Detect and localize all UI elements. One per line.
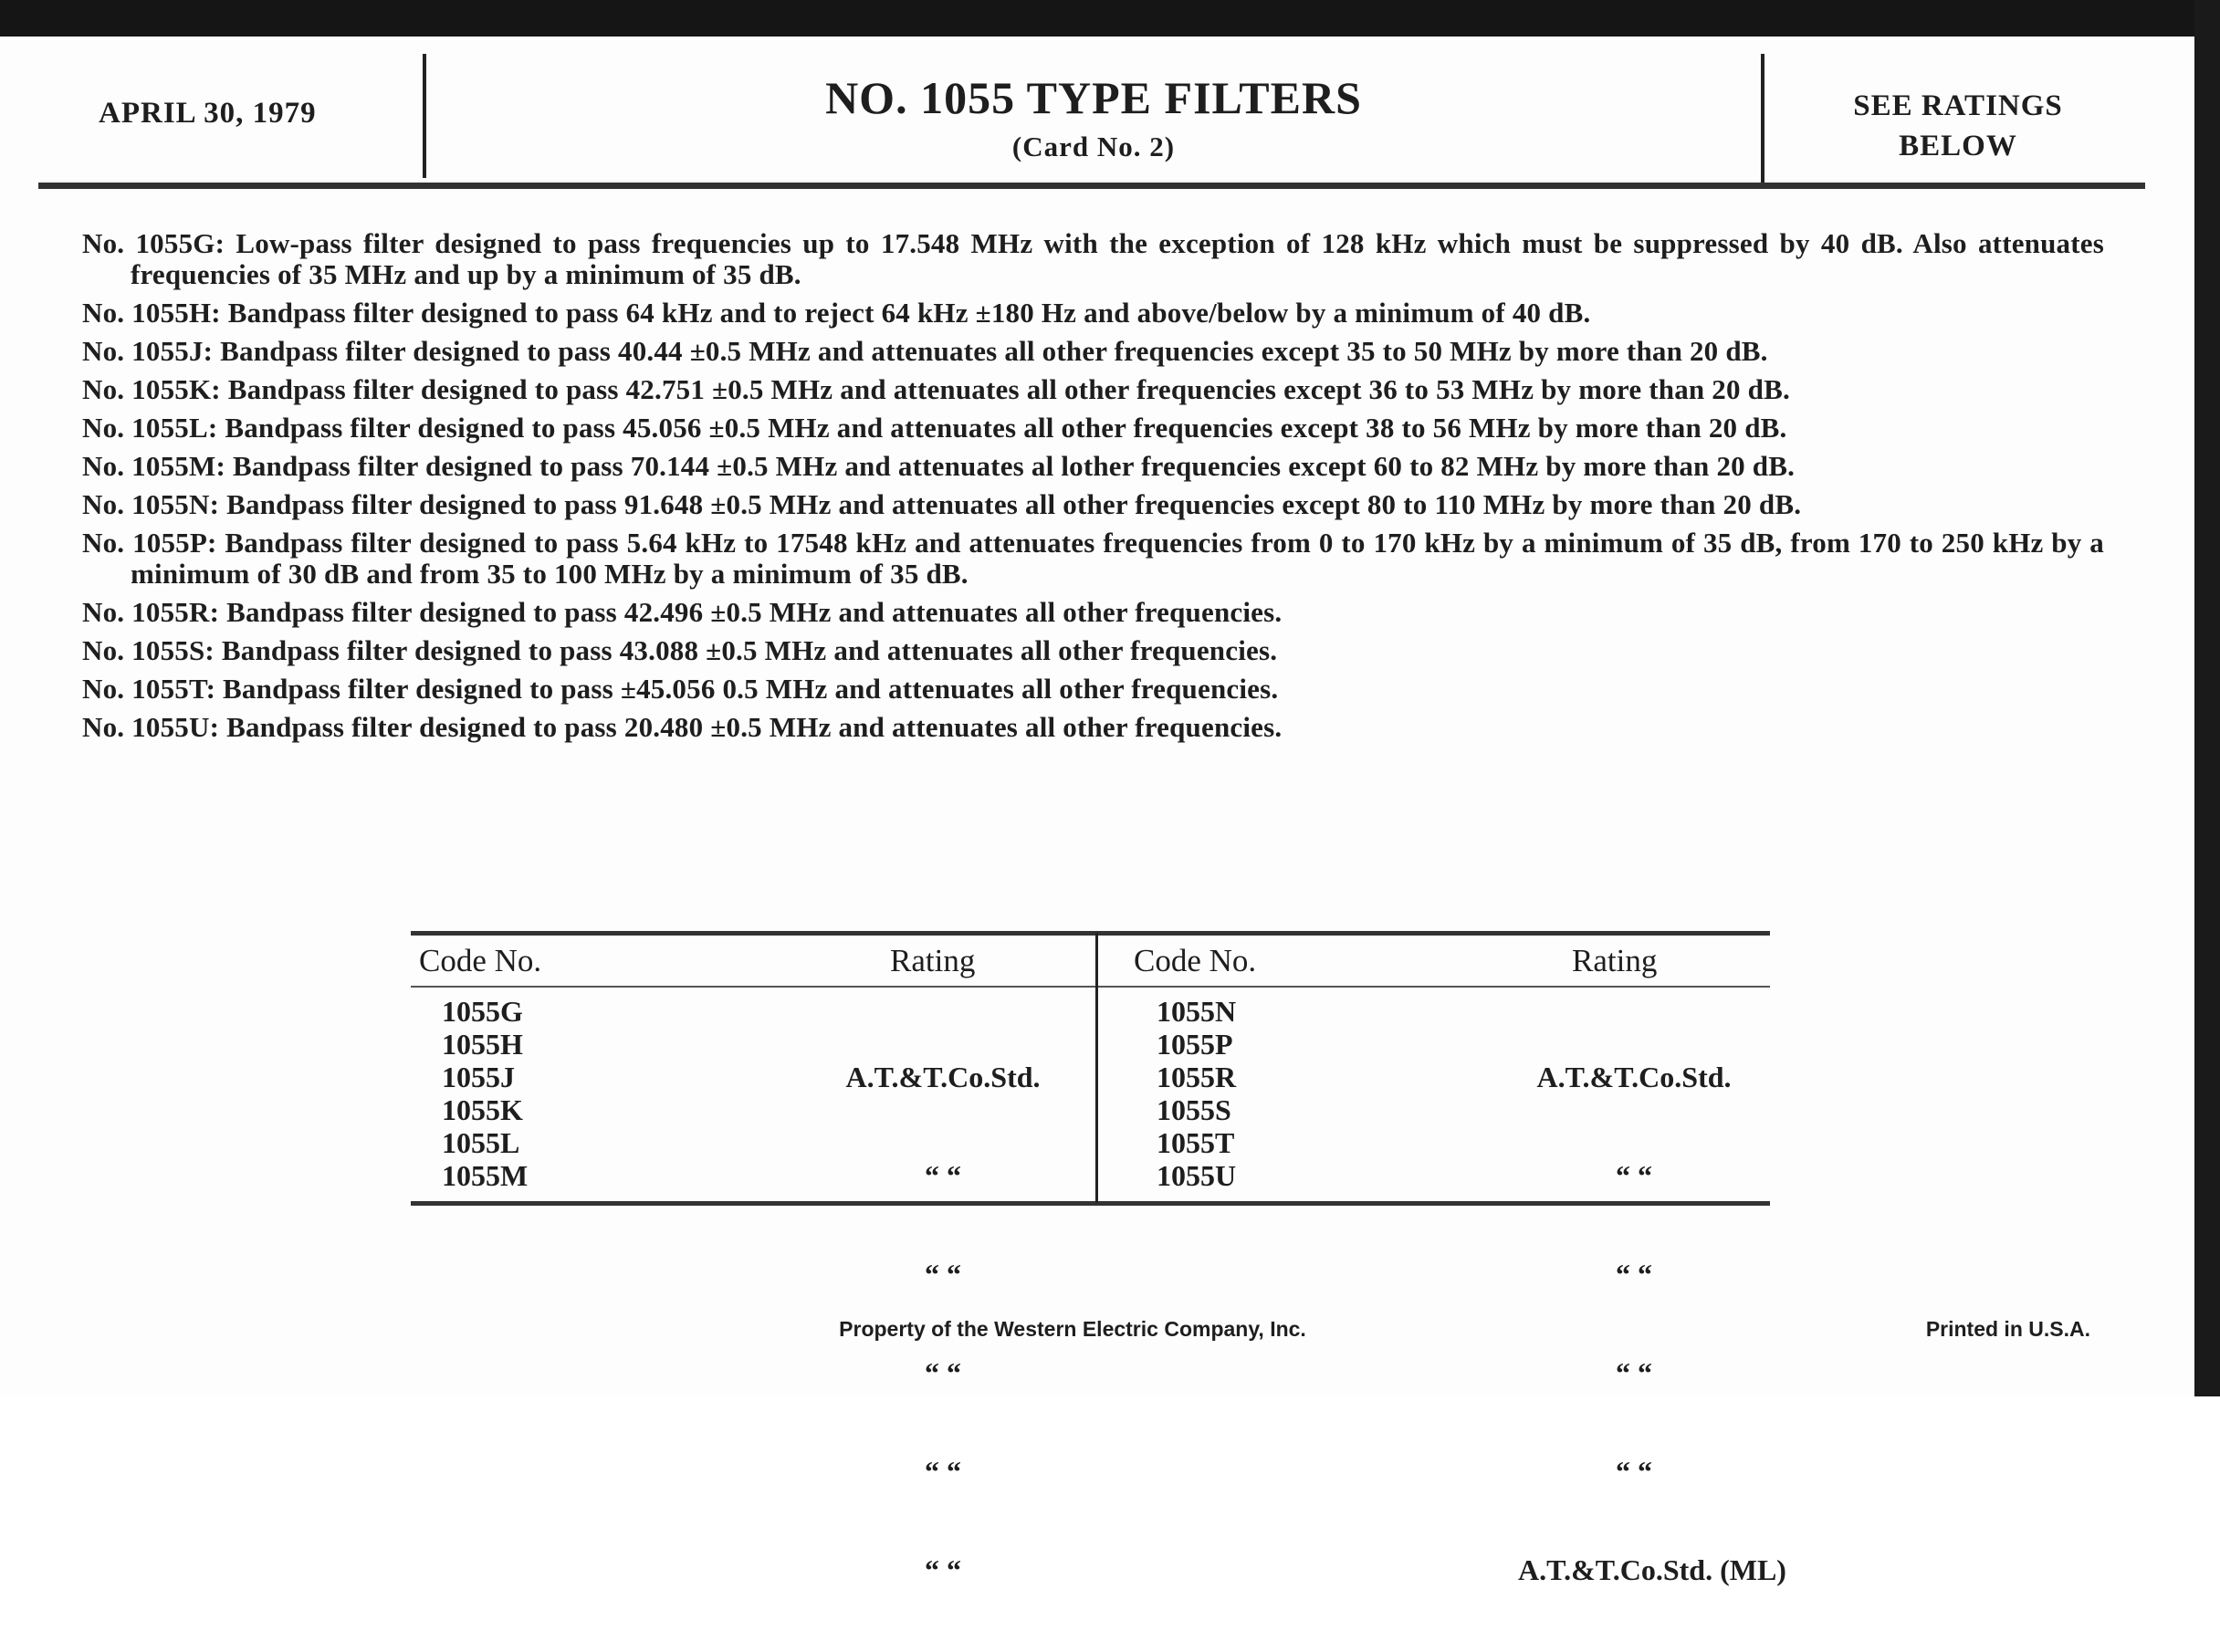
table-cell-rating: “ “ [925,1455,961,1488]
table-cell-code: 1055N [1157,995,1237,1028]
entry-text: Low-pass filter designed to pass frequencies up to 17.548 MHz with the exception of 128 kHz which must be suppressed by 40 dB. Also attenuates frequencies of 35 MHz and up by a minimum of 35 dB. [131,227,2105,290]
table-cell-rating: A.T.&T.Co.Std. [845,1061,1041,1093]
column-header-code: Code No. [419,943,542,978]
ratings-note-line: SEE RATINGS [1853,89,2063,122]
entry-code: No. 1055P: [82,527,217,559]
filter-entry [82,674,2104,705]
entry-text: Bandpass filter designed to pass 43.088 ±0.5 MHz and attenuates all other frequencies. [221,634,1278,666]
entry-text: Bandpass filter designed to pass 40.44 ±0.5 MHz and attenuates all other frequencies except 35 to 50 MHz by more than 20 dB. [220,335,1768,367]
table-cell-code: 1055H [442,1028,523,1061]
column-header-code: Code No. [1134,943,1257,978]
scan-top-border [0,0,2220,37]
footer-property: Property of the Western Electric Company, Inc. [839,1317,1306,1341]
table-cell-rating: “ “ [1616,1356,1652,1389]
entry-code: No. 1055L: [82,412,218,444]
filter-entry [82,336,2104,367]
table-cell-rating: “ “ [925,1553,961,1586]
scan-right-border [2194,0,2220,1396]
column-header-rating: Rating [890,943,976,978]
table-cell-rating: “ “ [925,1356,961,1389]
entry-code: No. 1055K: [82,373,221,405]
ratings-note-line: BELOW [1899,130,2017,162]
table-cell-rating: A.T.&T.Co.Std. (ML) [1518,1553,1786,1586]
entry-code: No. 1055U: [82,711,220,743]
ratings-note [1764,86,2152,166]
filter-entry [82,228,2104,290]
table-cell-rating: “ “ [925,1159,961,1192]
entry-text: Bandpass filter designed to pass 64 kHz and to reject 64 kHz ±180 Hz and above/below by a minimum of 40 dB. [227,297,1591,329]
table-cell-code: 1055J [442,1061,515,1093]
table-top-rule [411,931,1770,936]
entry-text: Bandpass filter designed to pass 91.648 ±0.5 MHz and attenuates all other frequencies except 80 to 110 MHz by more than 20 dB. [226,488,1802,520]
table-cell-code: 1055R [1157,1061,1237,1093]
header-rule [38,183,2145,189]
date: APRIL 30, 1979 [99,97,317,130]
entry-text: Bandpass filter designed to pass 20.480 ±0.5 MHz and attenuates all other frequencies. [226,711,1283,743]
table-cell-code: 1055S [1157,1093,1231,1126]
table-cell-rating: “ “ [1616,1455,1652,1488]
table-cell-rating: “ “ [1616,1159,1652,1192]
entry-code: No. 1055H: [82,297,221,329]
footer-printed: Printed in U.S.A. [1925,1317,2090,1341]
column-header-rating: Rating [1572,943,1658,978]
table-cell-code: 1055G [442,995,523,1028]
entry-text: Bandpass filter designed to pass 70.144 ±0.5 MHz and attenuates al lother frequencies except 60 to 82 MHz by more than 20 dB. [232,450,1796,482]
right-code-column [1157,995,1236,1192]
filter-entry [82,298,2104,329]
filter-entry [82,597,2104,628]
table-header-rule [411,986,1770,988]
filter-entry [82,374,2104,405]
filter-entry [82,451,2104,482]
entry-text: Bandpass filter designed to pass 42.751 ±0.5 MHz and attenuates all other frequencies except 36 to 53 MHz by more than 20 dB. [227,373,1790,405]
page-title: NO. 1055 TYPE FILTERS [825,72,1362,123]
table-cell-code: 1055P [1157,1028,1233,1061]
entry-text: Bandpass filter designed to pass 45.056 ±0.5 MHz and attenuates all other frequencies except 38 to 56 MHz by more than 20 dB. [225,412,1787,444]
entry-code: No. 1055M: [82,450,225,482]
entry-text: Bandpass filter designed to pass ±45.056 0.5 MHz and attenuates all other frequencies. [223,673,1279,705]
filter-entry [82,528,2104,590]
table-cell-rating: “ “ [925,1258,961,1291]
entry-text: Bandpass filter designed to pass 5.64 kHz to 17548 kHz and attenuates frequencies from 0 to 170 kHz by a minimum of 35 dB, from 170 to 250 kHz by a minimum of 30 dB and from 35 to 100 MHz by a minimum of 35 dB. [131,527,2104,590]
entry-code: No. 1055S: [82,634,215,666]
table-cell-code: 1055L [442,1126,520,1159]
filter-entry [82,712,2104,743]
table-cell-code: 1055T [1157,1126,1235,1159]
table-cell-code: 1055U [1157,1159,1237,1192]
filter-entry [82,635,2104,666]
table-cell-rating: A.T.&T.Co.Std. [1536,1061,1732,1093]
entry-text: Bandpass filter designed to pass 42.496 ±0.5 MHz and attenuates all other frequencies. [226,596,1283,628]
entry-code: No. 1055J: [82,335,214,367]
table-cell-rating: “ “ [1616,1258,1652,1291]
entry-code: No. 1055R: [82,596,220,628]
entry-code: No. 1055N: [82,488,220,520]
left-code-column [442,995,528,1192]
entry-code: No. 1055T: [82,673,216,705]
page-subtitle: (Card No. 2) [1011,131,1176,162]
table-cell-code: 1055K [442,1093,523,1126]
right-rating-column [1451,995,1817,1652]
filter-descriptions [82,228,2104,750]
table-column-divider [1095,933,1098,1203]
filter-entry [82,413,2104,444]
table-cell-code: 1055M [442,1159,529,1192]
entry-code: No. 1055G: [82,227,225,259]
filter-entry [82,489,2104,520]
